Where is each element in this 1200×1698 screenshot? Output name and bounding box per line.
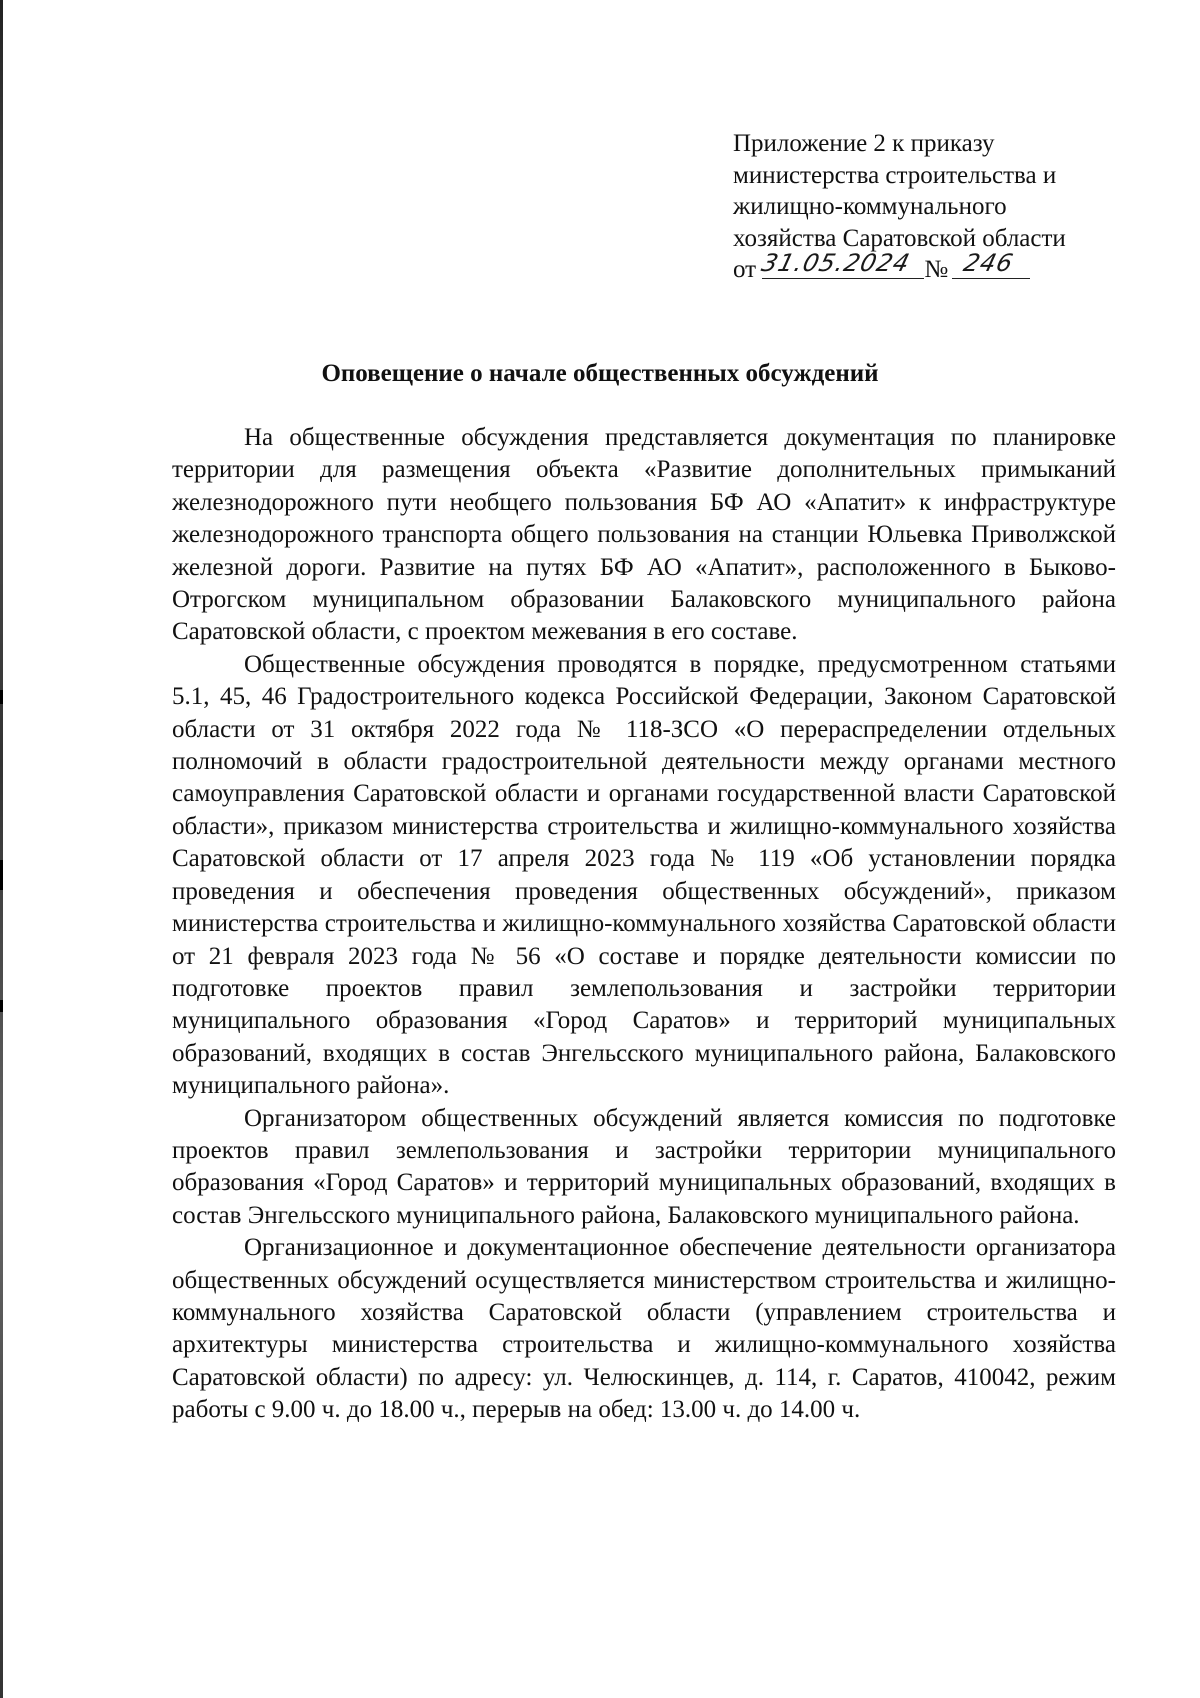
paragraph-documentation: На общественные обсуждения представляется документация по планировке территории для размещения объекта «Развитие дополнительных примыканий железнодорожного пути необщего пользования БФ АО «Апатит» к инфраструктуре железнодорожного транспорта общего пользования на станции Юльевка Приволжской железной дороги. Развитие на путях БФ АО «Апатит», расположенного в Быково-Отрогском муниципальном образовании Балаковского муниципального района Саратовской области, с проектом межевания в его составе. xyxy=(172,424,1116,646)
date-prefix: от xyxy=(733,256,757,283)
paragraph-organizer: Организатором общественных обсуждений является комиссия по подготовке проектов правил землепользования и застройки территории муниципального образования «Город Саратов» и территорий муниципальных образований, входящих в состав Энгельсского муниципального района, Балаковского муниципального района. xyxy=(172,1104,1116,1229)
date-field xyxy=(759,249,924,279)
appendix-date-line xyxy=(733,249,1066,286)
appendix-line: министерства строительства и xyxy=(733,161,1057,189)
number-sign: № xyxy=(924,256,949,283)
handwritten-date: 31.05.2024 xyxy=(759,249,914,277)
scan-mark xyxy=(0,690,3,704)
appendix-line: хозяйства Саратовской области xyxy=(733,224,1066,252)
scan-edge xyxy=(0,0,3,1698)
document-body xyxy=(172,422,1116,1427)
handwritten-number: 246 xyxy=(960,249,1017,277)
scan-mark xyxy=(0,1000,3,1012)
appendix-line: жилищно-коммунального xyxy=(733,193,1007,220)
appendix-block xyxy=(733,128,1066,286)
appendix-line: Приложение 2 к приказу xyxy=(733,130,995,157)
paragraph-support-address: Организационное и документационное обеспечение деятельности организатора общественных обсуждений осуществляется министерством строительства и жилищно-коммунального хозяйства Саратовской области (управлением строительства и архитектуры министерства строительства и жилищно-коммунального хозяйства Саратовской области) по адресу: ул. Челюскинцев, д. 114, г. Саратов, 410042, режим работы с 9.00 ч. до 18.00 ч., перерыв на обед: 13.00 ч. до 14.00 ч. xyxy=(172,1234,1116,1424)
document-title: Оповещение о начале общественных обсуждений xyxy=(321,360,879,387)
paragraph-legal-basis: Общественные обсуждения проводятся в порядке, предусмотренном статьями 5.1, 45, 46 Градостроительного кодекса Российской Федерации, Законом Саратовской области от 31 октября 2022 года № 118-ЗСО «О перераспределении отдельных полномочий в области градостроительной деятельности между органами местного самоуправления Саратовской области и органами государственной власти Саратовской области», приказом министерства строительства и жилищно-коммунального хозяйства Саратовской области от 17 апреля 2023 года № 119 «Об установлении порядка проведения и обеспечения проведения общественных обсуждений», приказом министерства строительства и жилищно-коммунального хозяйства Саратовской области от 21 февраля 2023 года № 56 «О составе и порядке деятельности комиссии по подготовке проектов правил землепользования и застройки территории муниципального образования «Город Саратов» и территорий муниципальных образований, входящих в состав Энгельсского муниципального района, Балаковского муниципального района». xyxy=(172,650,1116,1100)
number-field xyxy=(952,249,1030,279)
scan-mark xyxy=(0,860,3,890)
